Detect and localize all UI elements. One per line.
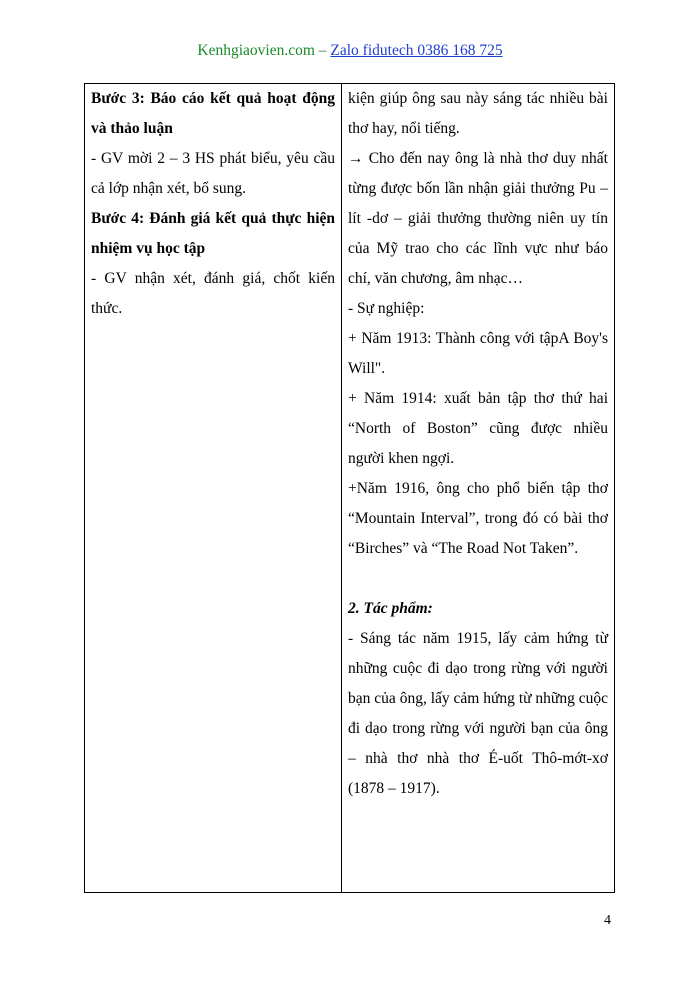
content-cell <box>342 84 615 893</box>
career-1913: + Năm 1913: Thành công với tậpA Boy's Will". <box>348 330 608 377</box>
table-row <box>85 84 615 893</box>
step4-title: Bước 4: Đánh giá kết quả thực hiện nhiệm vụ học tập <box>91 210 335 257</box>
step4-text: - GV nhận xét, đánh giá, chốt kiến thức. <box>91 270 335 317</box>
step3-title: Bước 3: Báo cáo kết quả hoạt động và thảo luận <box>91 90 335 137</box>
step3-text: - GV mời 2 – 3 HS phát biểu, yêu cầu cả lớp nhận xét, bổ sung. <box>91 150 335 197</box>
lesson-table <box>84 83 615 893</box>
intro-text: kiện giúp ông sau này sáng tác nhiều bài thơ hay, nổi tiếng. <box>348 90 608 137</box>
career-1914: + Năm 1914: xuất bản tập thơ thứ hai “North of Boston” cũng được nhiều người khen ngợi. <box>348 390 608 467</box>
spacer <box>348 564 608 594</box>
career-1916: +Năm 1916, ông cho phổ biến tập thơ “Mountain Interval”, trong đó có bài thơ “Birches” và “The Road Not Taken”. <box>348 480 608 557</box>
award-text: → Cho đến nay ông là nhà thơ duy nhất từng được bốn lần nhận giải thưởng Pu – lít -dơ – giải thưởng thường niên uy tín của Mỹ trao cho các lĩnh vực như báo chí, văn chương, âm nhạc… <box>348 150 608 287</box>
career-label: - Sự nghiệp: <box>348 300 425 317</box>
page-number: 4 <box>604 913 611 928</box>
page-header <box>0 42 700 60</box>
work-text: - Sáng tác năm 1915, lấy cảm hứng từ những cuộc đi dạo trong rừng với người bạn của ông, lấy cảm hứng từ những cuộc đi dạo trong rừng với người bạn của ông – nhà thơ nhà thơ É-uốt Thô-mớt-xơ (1878 – 1917). <box>348 630 608 797</box>
work-title: 2. Tác phẩm: <box>348 600 433 617</box>
teacher-activity-cell <box>85 84 342 893</box>
contact-link[interactable]: Zalo fidutech 0386 168 725 <box>330 42 503 59</box>
header-separator: – <box>318 42 327 59</box>
site-name: Kenhgiaovien.com <box>197 42 315 59</box>
